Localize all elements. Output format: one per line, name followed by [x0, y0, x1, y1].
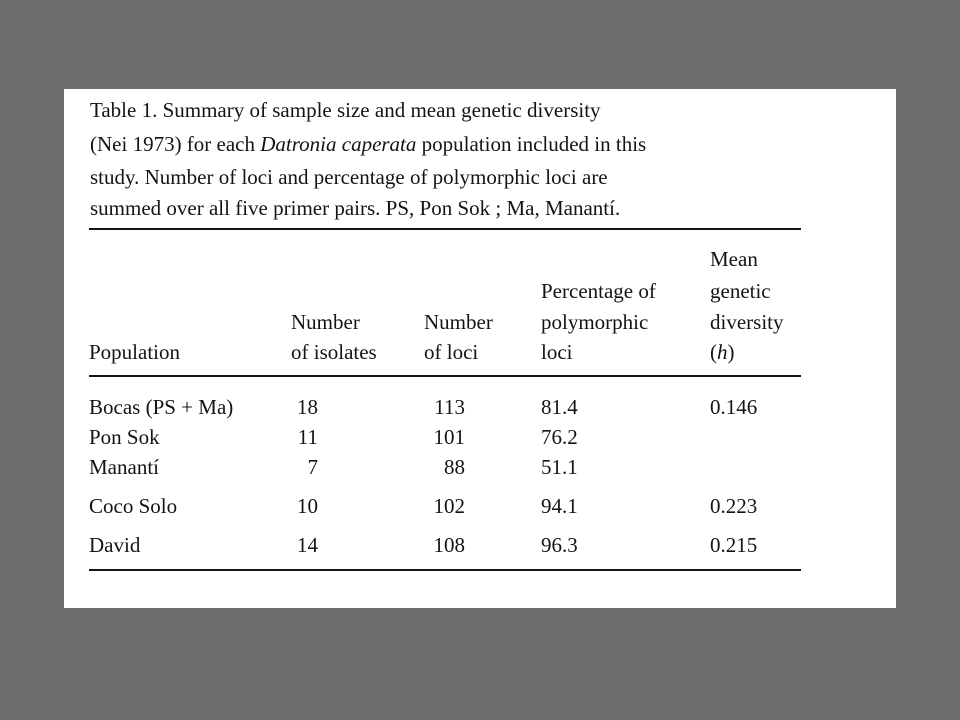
header-loci-2: of loci — [424, 340, 479, 364]
caption-text: population included in this — [416, 132, 647, 156]
cell-loci: 108 — [433, 533, 465, 557]
cell-population: Coco Solo — [89, 494, 178, 518]
cell-loci: 102 — [433, 494, 465, 518]
caption-line-1: Table 1. Summary of sample size and mean genetic diversity — [90, 98, 601, 122]
header-diversity-3: diversity — [710, 310, 784, 334]
cell-diversity: 0.215 — [710, 533, 758, 557]
top-rule — [89, 228, 801, 230]
cell-polymorphic: 81.4 — [541, 395, 578, 419]
header-loci-1: Number — [424, 310, 493, 334]
header-population: Population — [89, 340, 181, 364]
header-polymorphic-3: loci — [541, 340, 573, 364]
header-isolates-1: Number — [291, 310, 360, 334]
cell-isolates: 10 — [297, 494, 318, 518]
header-isolates-2: of isolates — [291, 340, 377, 364]
cell-loci: 88 — [444, 455, 465, 479]
caption-line-3: study. Number of loci and percentage of polymorphic loci are — [90, 165, 608, 189]
header-diversity-4 — [710, 340, 735, 364]
cell-population: Pon Sok — [89, 425, 160, 449]
cell-isolates: 11 — [297, 425, 318, 449]
species-name: Datronia caperata — [260, 132, 417, 156]
cell-polymorphic: 94.1 — [541, 494, 578, 518]
cell-loci: 101 — [433, 425, 465, 449]
cell-diversity: 0.146 — [710, 395, 758, 419]
header-polymorphic-1: Percentage of — [541, 279, 656, 303]
cell-population: Manantí — [89, 455, 159, 479]
header-polymorphic-2: polymorphic — [541, 310, 649, 334]
cell-population: Bocas (PS + Ma) — [89, 395, 234, 419]
cell-polymorphic: 76.2 — [541, 425, 578, 449]
cell-isolates: 7 — [307, 455, 318, 479]
cell-diversity: 0.223 — [710, 494, 758, 518]
caption-line-2 — [90, 132, 646, 156]
cell-isolates: 14 — [297, 533, 318, 557]
cell-isolates: 18 — [297, 395, 318, 419]
cell-loci: 113 — [434, 395, 465, 419]
bottom-rule — [89, 569, 801, 571]
caption-line-4: summed over all five primer pairs. PS, Pon Sok ; Ma, Manantí. — [90, 196, 621, 220]
h-symbol: h — [717, 340, 728, 364]
header-diversity-1: Mean — [710, 247, 758, 271]
cell-polymorphic: 96.3 — [541, 533, 578, 557]
cell-polymorphic: 51.1 — [541, 455, 578, 479]
cell-population: David — [89, 533, 141, 557]
table-card — [64, 89, 896, 608]
paren-close: ) — [727, 340, 735, 364]
caption-text: (Nei 1973) for each — [90, 132, 261, 156]
paren-open: ( — [710, 340, 717, 364]
header-diversity-2: genetic — [710, 279, 771, 303]
header-rule — [89, 375, 801, 377]
